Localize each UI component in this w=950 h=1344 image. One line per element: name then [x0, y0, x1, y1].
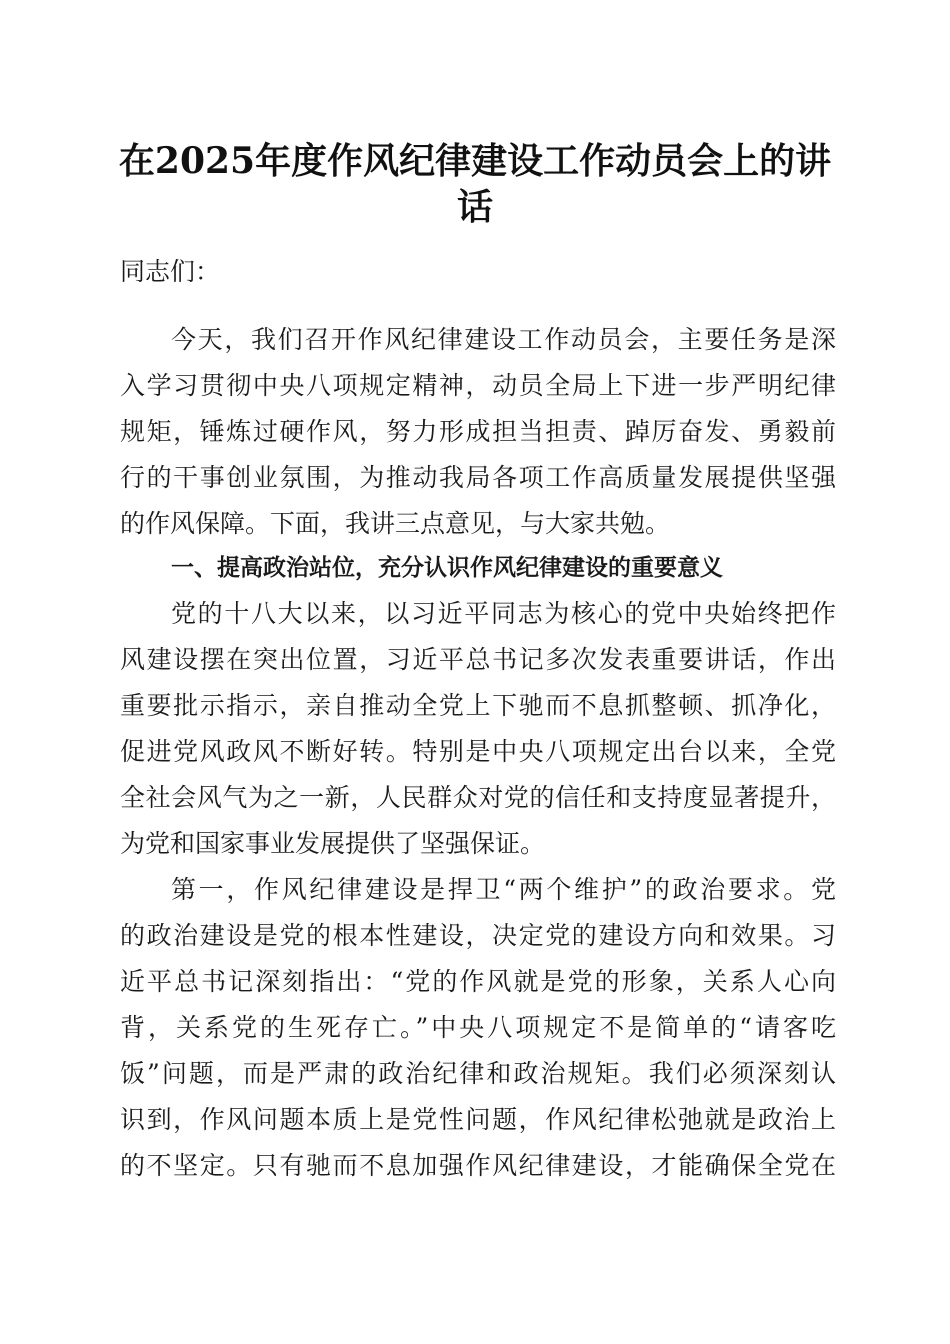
paragraph-line: 的不坚定。只有驰而不息加强作风纪律建设，才能确保全党在: [120, 1151, 836, 1180]
paragraph-line: 全社会风气为之一新，人民群众对党的信任和支持度显著提升，: [120, 783, 836, 812]
paragraph-line: 识到，作风问题本质上是党性问题，作风纪律松弛就是政治上: [120, 1105, 836, 1134]
paragraph-line: 规矩，锤炼过硬作风，努力形成担当担责、踔厉奋发、勇毅前: [120, 417, 836, 446]
paragraph-line: 为党和国家事业发展提供了坚强保证。: [120, 829, 546, 858]
section-heading: 一、提高政治站位，充分认识作风纪律建设的重要意义: [171, 555, 723, 581]
paragraph-line: 风建设摆在突出位置，习近平总书记多次发表重要讲话，作出: [120, 645, 836, 674]
paragraph-line: 党的十八大以来，以习近平同志为核心的党中央始终把作: [171, 599, 836, 628]
paragraph-line: 入学习贯彻中央八项规定精神，动员全局上下进一步严明纪律: [120, 371, 836, 400]
paragraph-line: 促进党风政风不断好转。特别是中央八项规定出台以来，全党: [120, 737, 836, 766]
paragraph-line: 今天，我们召开作风纪律建设工作动员会，主要任务是深: [171, 325, 836, 354]
paragraph-line: 第一，作风纪律建设是捍卫“两个维护”的政治要求。党: [171, 875, 836, 904]
paragraph-line: 背，关系党的生死存亡。”中央八项规定不是简单的“请客吃: [120, 1013, 836, 1042]
paragraph-line: 重要批示指示，亲自推动全党上下驰而不息抓整顿、抓净化，: [120, 691, 836, 720]
paragraph-line: 的政治建设是党的根本性建设，决定党的建设方向和效果。习: [120, 921, 836, 950]
document-title-line-2: 话: [456, 186, 493, 228]
paragraph-line: 行的干事创业氛围，为推动我局各项工作高质量发展提供坚强: [120, 463, 836, 492]
paragraph-line: 饭”问题，而是严肃的政治纪律和政治规矩。我们必须深刻认: [120, 1059, 836, 1088]
document-title-line-1: 在2025年度作风纪律建设工作动员会上的讲: [118, 140, 832, 182]
paragraph-line: 近平总书记深刻指出：“党的作风就是党的形象，关系人心向: [120, 967, 836, 996]
paragraph-line: 的作风保障。下面，我讲三点意见，与大家共勉。: [120, 509, 671, 538]
greeting: 同志们：: [120, 257, 221, 286]
